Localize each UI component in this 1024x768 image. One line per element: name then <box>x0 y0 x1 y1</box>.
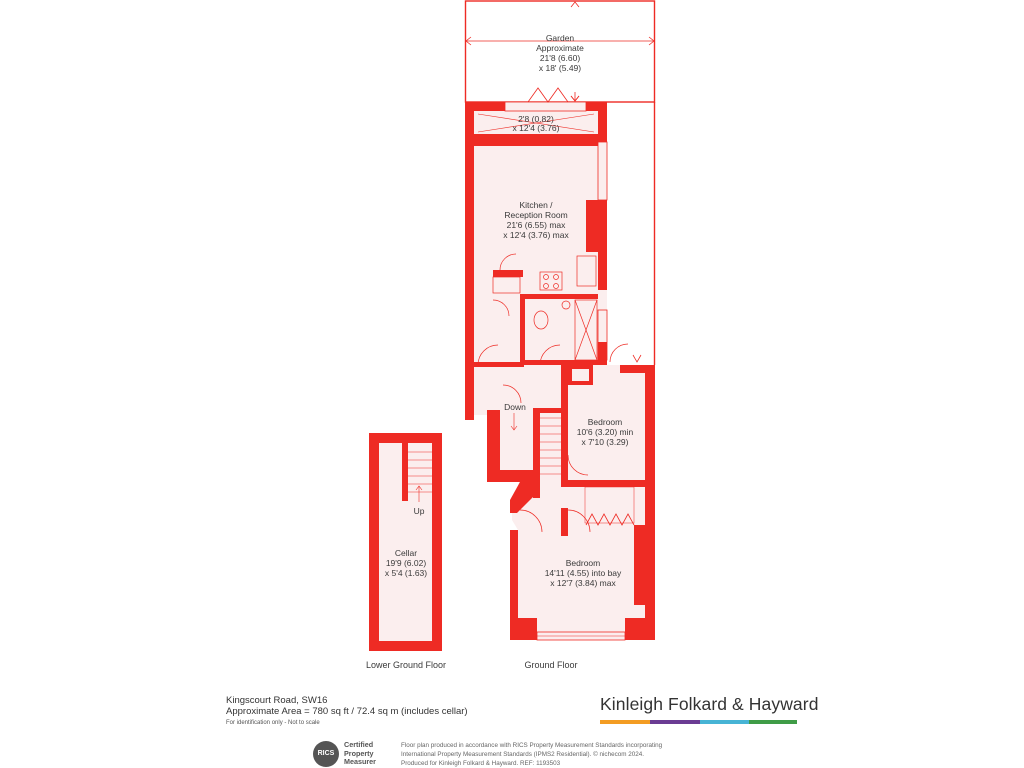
front-left-wall <box>510 530 518 630</box>
brand-bar-blue <box>700 720 749 724</box>
cupboard <box>572 369 589 381</box>
garden-name: Garden <box>545 33 575 43</box>
rear-wall-left <box>465 102 505 111</box>
rics-logo: RICS <box>313 741 339 767</box>
bedroom1-left-wall <box>561 365 568 485</box>
cellar-stair-wall <box>402 443 408 501</box>
disclaimer <box>401 741 731 768</box>
stair-right-wall <box>533 408 540 498</box>
toilet <box>534 311 548 329</box>
conservatory-dim-1: 2'8 (0.82) <box>518 114 554 124</box>
cellar-dim-2: x 5'4 (1.63) <box>384 568 428 578</box>
conservatory-dim-2: x 12'4 (3.76) <box>512 123 560 133</box>
right-wall-upper <box>598 102 607 142</box>
ground-floor-label: Ground Floor <box>524 660 578 670</box>
rics-line-1: Certified <box>344 740 374 749</box>
hob <box>540 272 562 290</box>
conservatory-divider <box>474 134 598 146</box>
property-area: Approximate Area = 780 sq ft / 72.4 sq m (includes cellar) <box>226 706 468 717</box>
bedroom2-left-wall <box>561 508 568 536</box>
side-wall-block <box>598 342 607 360</box>
lower-ground-floor <box>369 433 442 651</box>
kitchen-dim-2: x 12'4 (3.76) max <box>503 230 569 240</box>
right-wall-mid <box>598 252 607 290</box>
rear-window <box>505 102 586 111</box>
disclaimer-line-2: International Property Measurement Standards (IPMS2 Residential). © nichecom 2024. <box>401 751 644 758</box>
bedroom-divider-wall <box>561 480 645 487</box>
property-address: Kingscourt Road, SW16 <box>226 695 328 706</box>
bedroom1-name: Bedroom <box>587 417 623 427</box>
brand-bar-purple <box>650 720 700 724</box>
bedroom2-dim-2: x 12'7 (3.84) max <box>550 578 616 588</box>
kitchen-name: Kitchen / <box>519 200 553 210</box>
bedroom2-name: Bedroom <box>565 558 601 568</box>
basin <box>562 301 570 309</box>
bathroom-bottom-wall <box>520 360 607 365</box>
kitchen-counter-wall <box>493 270 523 277</box>
kitchen-name-2: Reception Room <box>504 210 568 220</box>
disclaimer-line-1: Floor plan produced in accordance with RICS Property Measurement Standards incorporating <box>401 742 663 749</box>
brand-name: Kinleigh Folkard & Hayward <box>600 694 819 714</box>
bathroom-left-wall <box>520 294 525 360</box>
rics-text <box>344 741 376 767</box>
lower-ground-floor-label: Lower Ground Floor <box>365 660 447 670</box>
rics-line-3: Measurer <box>344 757 376 766</box>
stairs-down-label: Down <box>504 402 526 412</box>
stairs-up-label: Up <box>413 506 425 516</box>
brand-bar-orange <box>600 720 650 724</box>
side-window-upper <box>598 142 607 200</box>
stair-bottom-wall <box>487 470 533 482</box>
bay-right-corner <box>625 618 655 640</box>
hall-wall <box>474 362 524 367</box>
disclaimer-line-3: Produced for Kinleigh Folkard & Hayward. REF: 1193503 <box>401 760 561 767</box>
garden-note: Approximate <box>536 43 584 53</box>
kitchen-dim-1: 21'6 (6.55) max <box>506 220 566 230</box>
garden-dim-2: x 18' (5.49) <box>538 63 582 73</box>
bedroom-chimney <box>634 525 655 605</box>
bedroom1-dim-2: x 7'10 (3.29) <box>581 437 629 447</box>
cellar-dim-1: 19'9 (6.02) <box>385 558 427 568</box>
brand-bar-green <box>749 720 797 724</box>
bay-left-corner <box>510 618 537 640</box>
bifold-doors <box>528 88 568 102</box>
side-entry-arrow <box>633 355 641 362</box>
bathroom-top-wall <box>520 294 598 299</box>
sink <box>577 256 596 286</box>
chimney-breast <box>586 200 607 252</box>
identification-note: For identification only - Not to scale <box>226 720 320 726</box>
garden-dim-1: 21'8 (6.60) <box>539 53 581 63</box>
bedroom2-dim-1: 14'11 (4.55) into bay <box>544 568 622 578</box>
rics-badge <box>313 741 385 768</box>
ground-floor <box>465 88 655 640</box>
ground-floor-fill <box>474 110 645 640</box>
bedroom1-dim-1: 10'6 (3.20) min <box>576 427 634 437</box>
side-door-wall <box>620 365 655 373</box>
cellar-name: Cellar <box>394 548 418 558</box>
rics-line-2: Property <box>344 748 374 758</box>
left-outer-wall <box>465 102 474 420</box>
